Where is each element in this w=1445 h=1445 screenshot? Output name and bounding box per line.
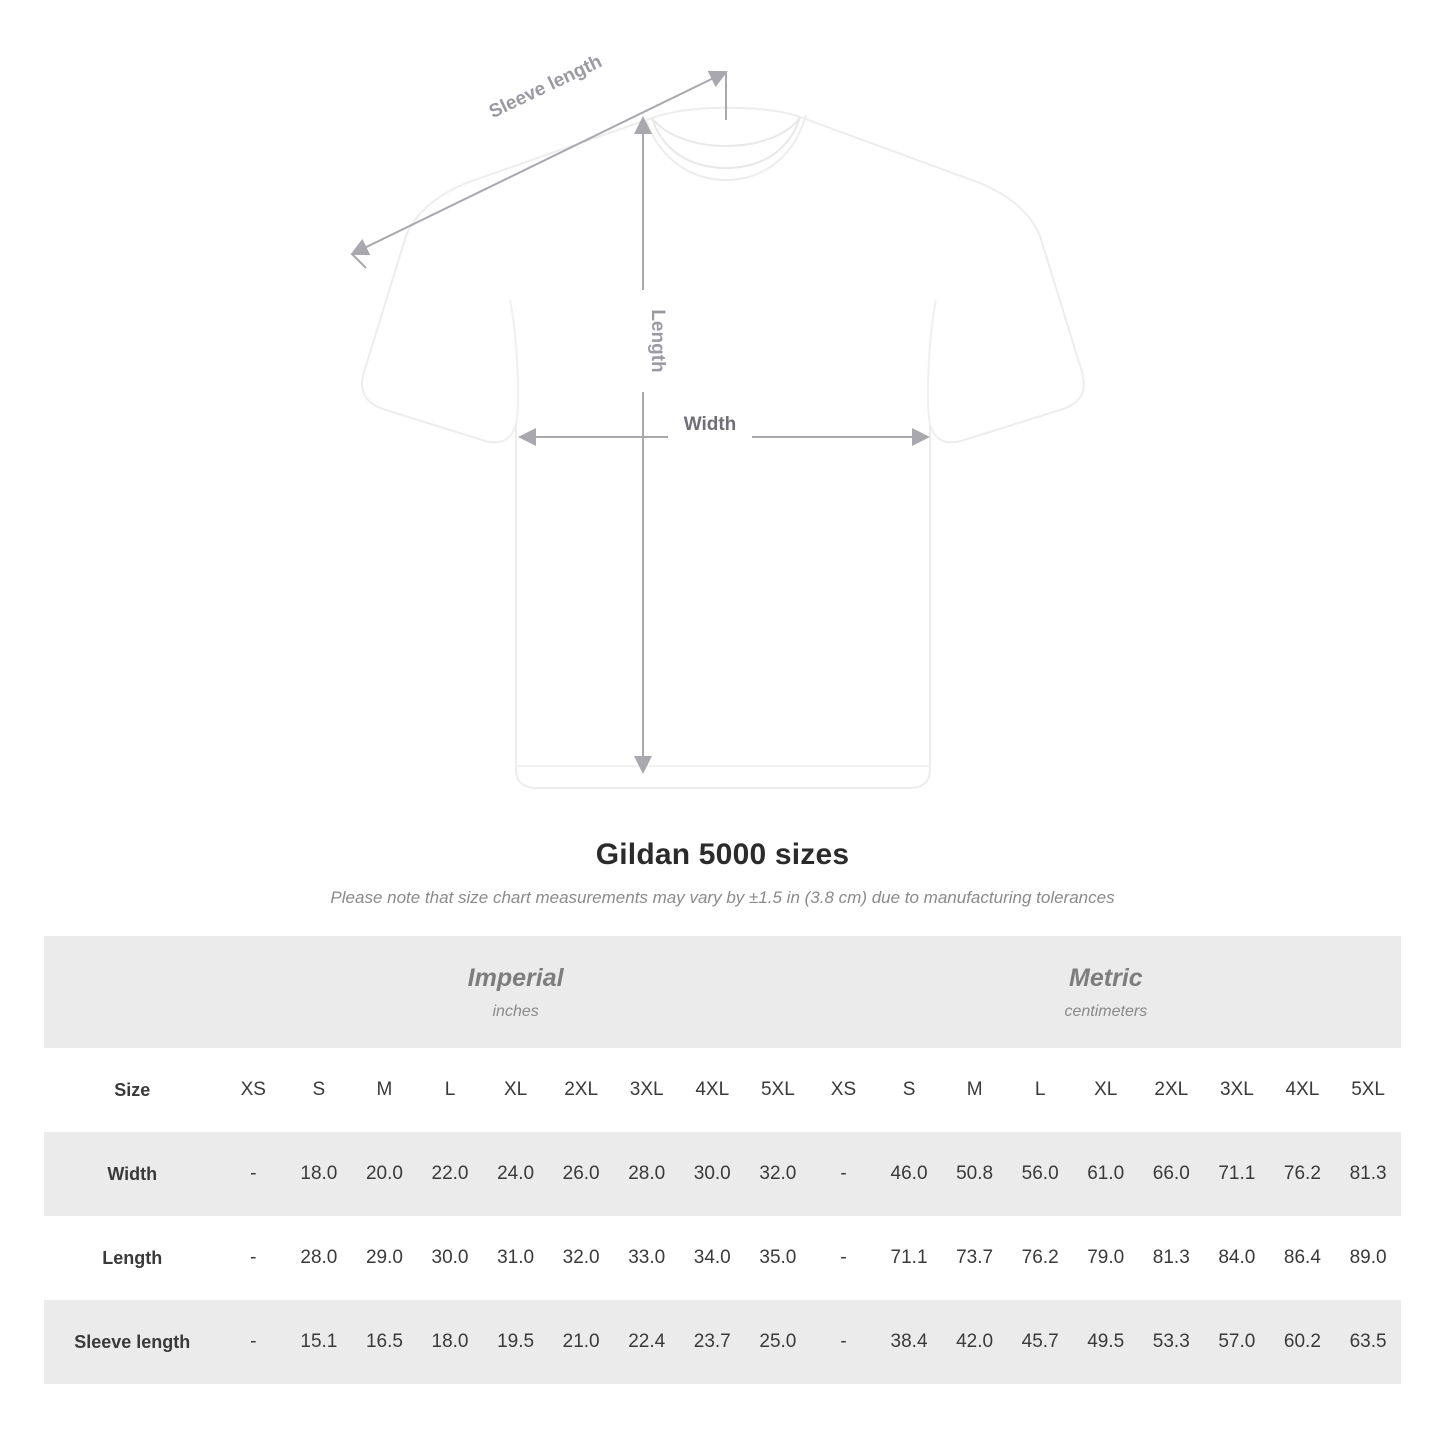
- cell-width-metric-xl: 61.0: [1073, 1132, 1139, 1216]
- unit-group-imperial-sub: inches: [492, 1002, 539, 1020]
- table-row: [44, 1132, 1401, 1216]
- cell-sleeve-metric-l: 45.7: [1007, 1300, 1073, 1384]
- size-col-metric-3xl: 3XL: [1204, 1048, 1270, 1132]
- unit-group-metric-sub: centimeters: [1064, 1002, 1148, 1020]
- cell-width-imperial-3xl: 28.0: [614, 1132, 680, 1216]
- cell-width-imperial-xl: 24.0: [483, 1132, 549, 1216]
- unit-group-imperial-name: Imperial: [467, 963, 564, 992]
- cell-sleeve-imperial-s: 15.1: [286, 1300, 352, 1384]
- size-header-label: Size: [44, 1048, 221, 1132]
- size-header-row: [44, 1048, 1401, 1132]
- cell-length-imperial-2xl: 32.0: [548, 1216, 614, 1300]
- cell-width-metric-s: 46.0: [876, 1132, 942, 1216]
- svg-text:Sleeve length: Sleeve length: [485, 51, 606, 123]
- cell-sleeve-metric-4xl: 60.2: [1270, 1300, 1336, 1384]
- cell-width-imperial-s: 18.0: [286, 1132, 352, 1216]
- cell-length-metric-xl: 79.0: [1073, 1216, 1139, 1300]
- cell-width-metric-3xl: 71.1: [1204, 1132, 1270, 1216]
- cell-length-metric-2xl: 81.3: [1139, 1216, 1205, 1300]
- svg-text:Width: Width: [683, 414, 737, 435]
- size-col-metric-m: M: [942, 1048, 1008, 1132]
- size-col-metric-xs: XS: [811, 1048, 877, 1132]
- cell-width-metric-5xl: 81.3: [1335, 1132, 1401, 1216]
- cell-sleeve-metric-m: 42.0: [942, 1300, 1008, 1384]
- cell-length-imperial-s: 28.0: [286, 1216, 352, 1300]
- row-label-length: Length: [44, 1216, 221, 1300]
- tshirt-shape: [362, 108, 1084, 788]
- cell-sleeve-metric-3xl: 57.0: [1204, 1300, 1270, 1384]
- cell-sleeve-imperial-3xl: 22.4: [614, 1300, 680, 1384]
- cell-sleeve-metric-2xl: 53.3: [1139, 1300, 1205, 1384]
- cell-sleeve-imperial-4xl: 23.7: [679, 1300, 745, 1384]
- size-col-imperial-s: S: [286, 1048, 352, 1132]
- cell-sleeve-imperial-xs: -: [221, 1300, 287, 1384]
- table-row: [44, 1300, 1401, 1384]
- cell-length-metric-l: 76.2: [1007, 1216, 1073, 1300]
- size-col-metric-5xl: 5XL: [1335, 1048, 1401, 1132]
- cell-sleeve-imperial-m: 16.5: [352, 1300, 418, 1384]
- cell-width-imperial-m: 20.0: [352, 1132, 418, 1216]
- size-col-imperial-2xl: 2XL: [548, 1048, 614, 1132]
- size-col-imperial-xl: XL: [483, 1048, 549, 1132]
- cell-width-metric-xs: -: [811, 1132, 877, 1216]
- cell-length-imperial-5xl: 35.0: [745, 1216, 811, 1300]
- cell-length-imperial-m: 29.0: [352, 1216, 418, 1300]
- cell-length-metric-xs: -: [811, 1216, 877, 1300]
- cell-length-metric-5xl: 89.0: [1335, 1216, 1401, 1300]
- page-title: Gildan 5000 sizes: [595, 838, 850, 871]
- size-col-metric-s: S: [876, 1048, 942, 1132]
- cell-length-imperial-xl: 31.0: [483, 1216, 549, 1300]
- unit-header-row: [44, 936, 1401, 1048]
- cell-sleeve-metric-s: 38.4: [876, 1300, 942, 1384]
- cell-length-metric-3xl: 84.0: [1204, 1216, 1270, 1300]
- unit-group-metric: [811, 936, 1401, 1048]
- row-label-width: Width: [44, 1132, 221, 1216]
- size-col-metric-4xl: 4XL: [1270, 1048, 1336, 1132]
- unit-group-metric-name: Metric: [1069, 963, 1143, 992]
- size-col-metric-2xl: 2XL: [1139, 1048, 1205, 1132]
- cell-length-imperial-4xl: 34.0: [679, 1216, 745, 1300]
- cell-width-metric-4xl: 76.2: [1270, 1132, 1336, 1216]
- size-col-imperial-m: M: [352, 1048, 418, 1132]
- cell-width-metric-2xl: 66.0: [1139, 1132, 1205, 1216]
- cell-length-imperial-xs: -: [221, 1216, 287, 1300]
- tolerance-note: Please note that size chart measurements may vary by ±1.5 in (3.8 cm) due to manufacturing tolerances: [330, 888, 1115, 907]
- size-table: [44, 936, 1401, 1384]
- corner-blank: [44, 936, 221, 1048]
- cell-width-imperial-xs: -: [221, 1132, 287, 1216]
- table-row: [44, 1216, 1401, 1300]
- cell-width-imperial-2xl: 26.0: [548, 1132, 614, 1216]
- cell-width-imperial-5xl: 32.0: [745, 1132, 811, 1216]
- size-table-wrapper: [44, 936, 1401, 1384]
- cell-length-metric-4xl: 86.4: [1270, 1216, 1336, 1300]
- size-col-metric-l: L: [1007, 1048, 1073, 1132]
- size-col-imperial-l: L: [417, 1048, 483, 1132]
- size-col-metric-xl: XL: [1073, 1048, 1139, 1132]
- cell-length-imperial-l: 30.0: [417, 1216, 483, 1300]
- row-label-sleeve-length: Sleeve length: [44, 1300, 221, 1384]
- size-col-imperial-3xl: 3XL: [614, 1048, 680, 1132]
- unit-group-imperial: [221, 936, 811, 1048]
- cell-sleeve-imperial-xl: 19.5: [483, 1300, 549, 1384]
- cell-length-metric-m: 73.7: [942, 1216, 1008, 1300]
- size-col-imperial-5xl: 5XL: [745, 1048, 811, 1132]
- cell-length-imperial-3xl: 33.0: [614, 1216, 680, 1300]
- size-col-imperial-4xl: 4XL: [679, 1048, 745, 1132]
- cell-sleeve-metric-xl: 49.5: [1073, 1300, 1139, 1384]
- cell-length-metric-s: 71.1: [876, 1216, 942, 1300]
- cell-sleeve-imperial-l: 18.0: [417, 1300, 483, 1384]
- cell-width-imperial-l: 22.0: [417, 1132, 483, 1216]
- cell-width-metric-l: 56.0: [1007, 1132, 1073, 1216]
- size-col-imperial-xs: XS: [221, 1048, 287, 1132]
- cell-sleeve-imperial-2xl: 21.0: [548, 1300, 614, 1384]
- cell-sleeve-imperial-5xl: 25.0: [745, 1300, 811, 1384]
- title-block: [0, 838, 1445, 908]
- cell-sleeve-metric-xs: -: [811, 1300, 877, 1384]
- svg-text:Length: Length: [647, 309, 668, 373]
- cell-width-imperial-4xl: 30.0: [679, 1132, 745, 1216]
- cell-sleeve-metric-5xl: 63.5: [1335, 1300, 1401, 1384]
- cell-width-metric-m: 50.8: [942, 1132, 1008, 1216]
